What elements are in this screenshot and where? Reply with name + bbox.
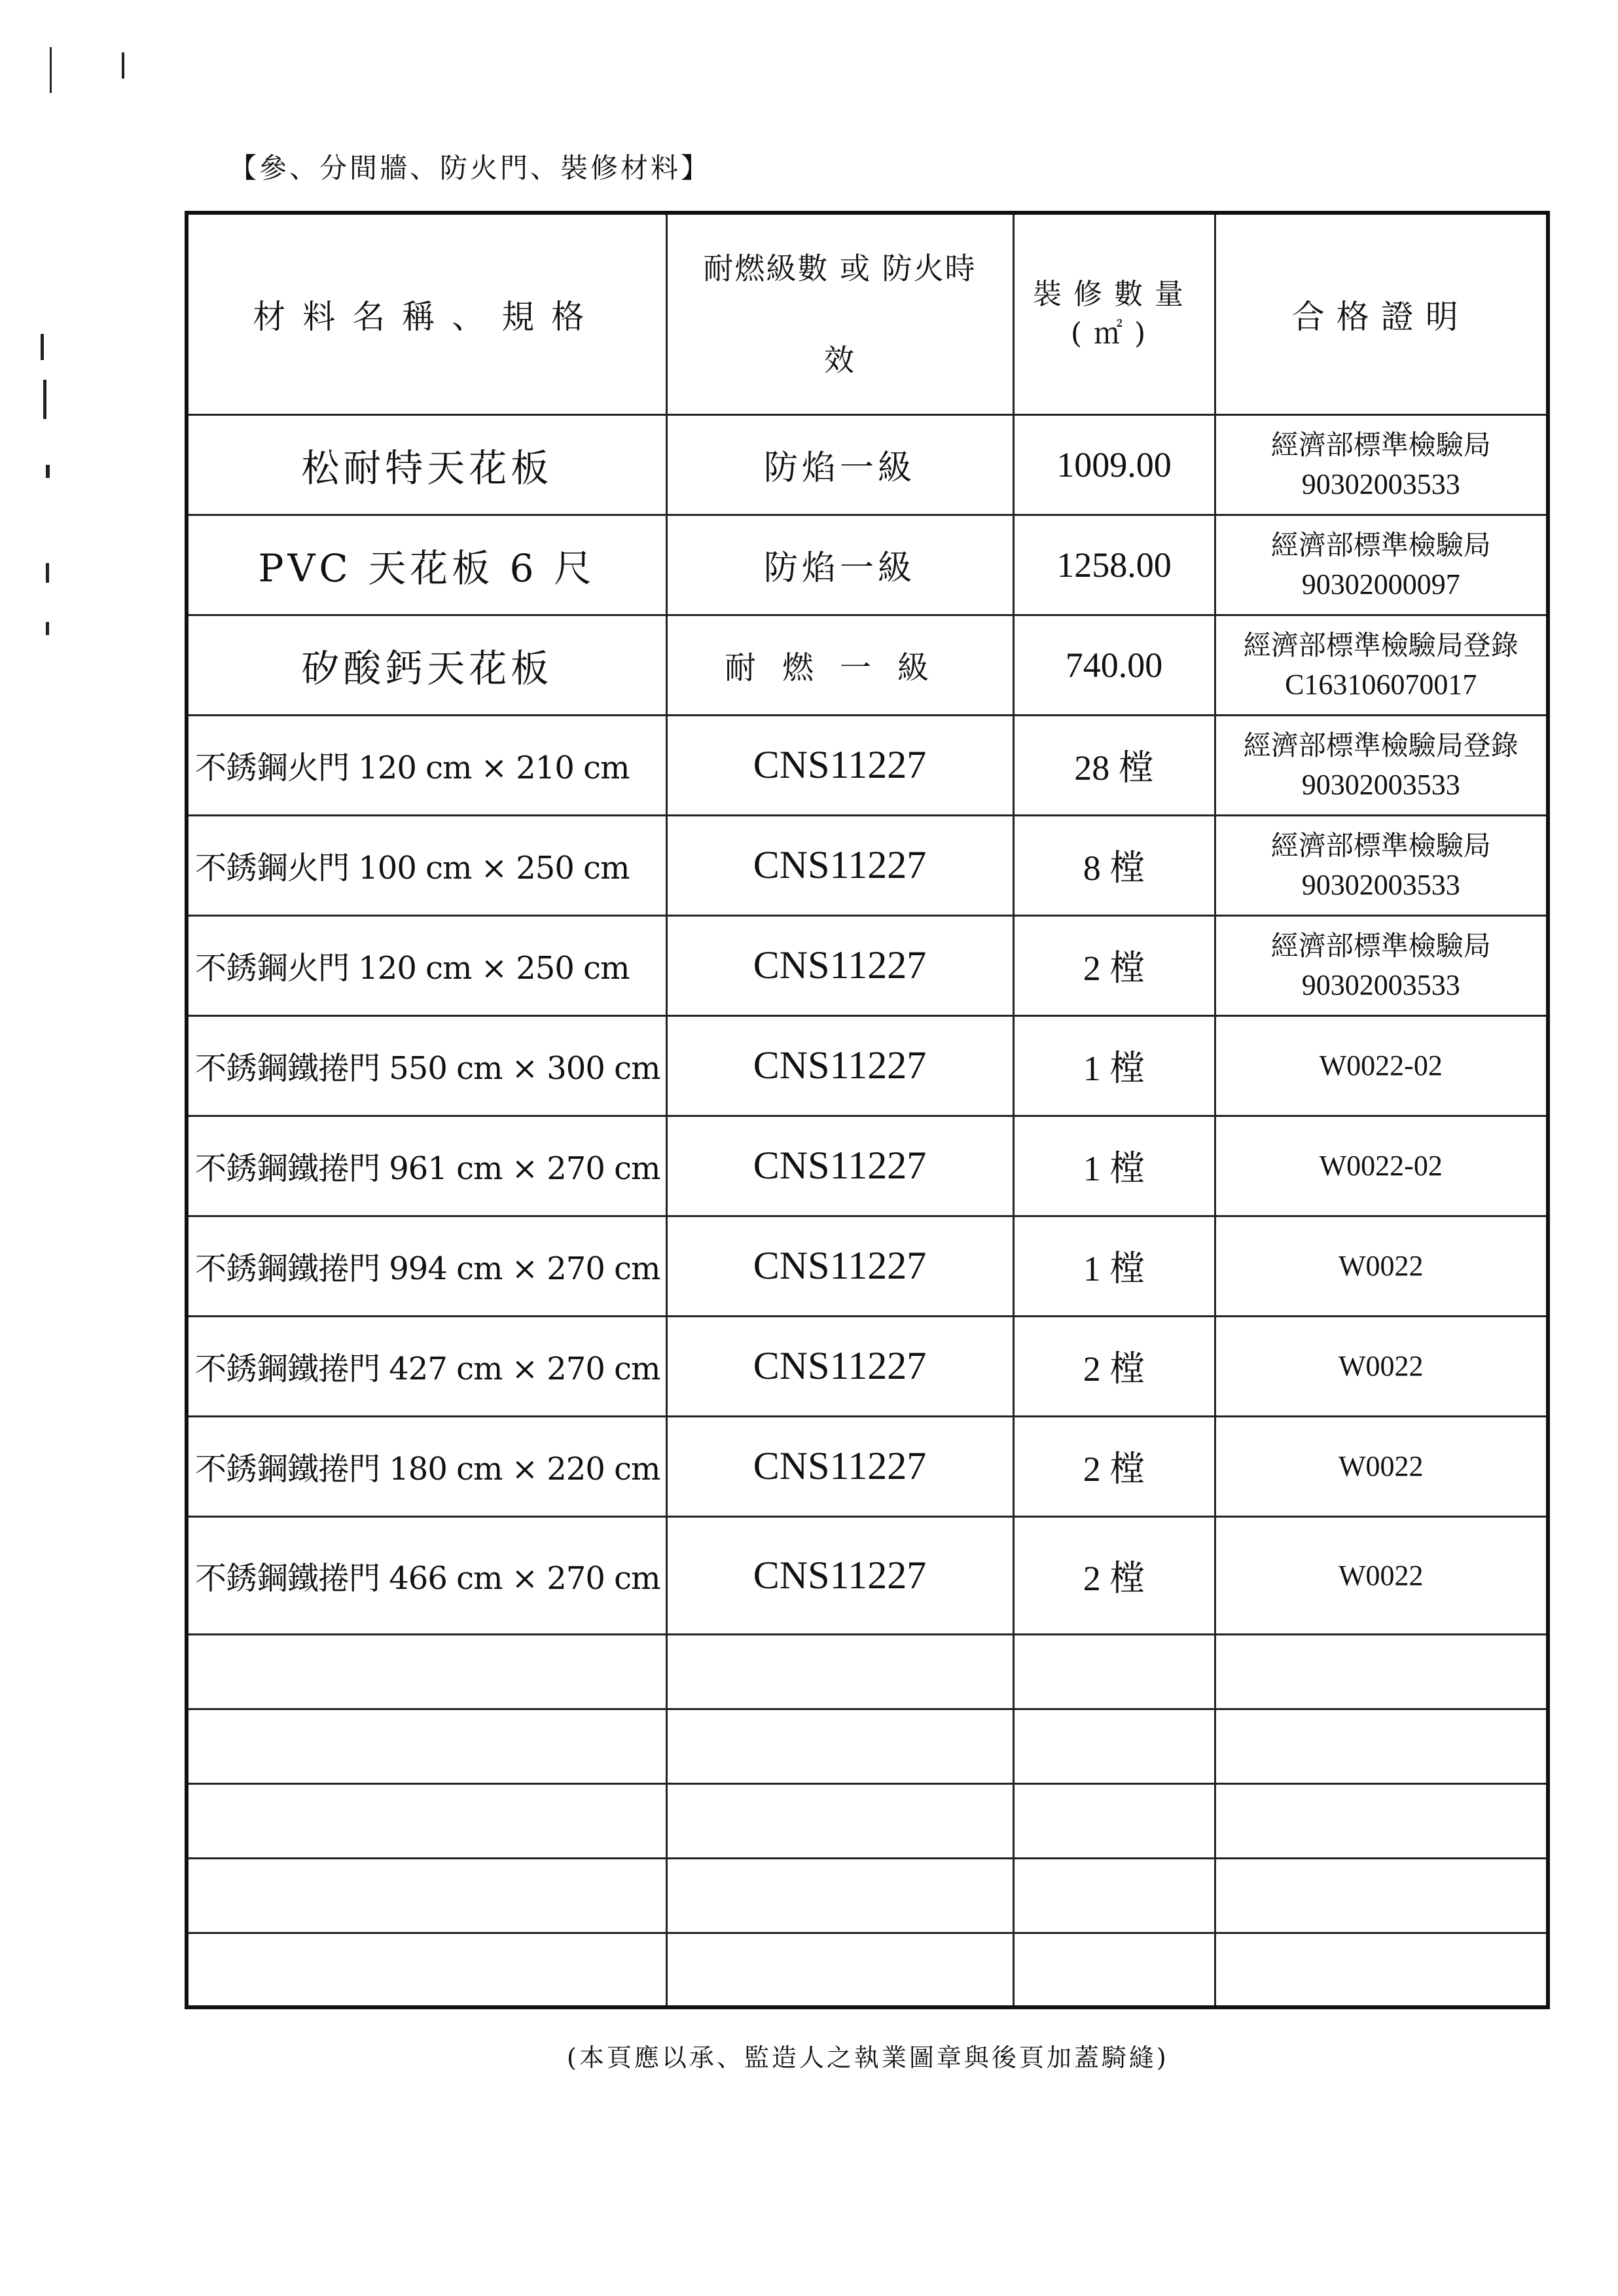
certificate: [1215, 515, 1548, 615]
material-name: 不銹鋼鐵捲門 466 cm × 270 cm: [187, 1516, 666, 1634]
empty-cell: [666, 1933, 1013, 2007]
material-name: 松耐特天花板: [187, 414, 666, 515]
header-fire-rating-line1: 耐燃級數 或 防火時: [703, 250, 977, 286]
quantity: 740.00: [1013, 615, 1215, 715]
materials-table: [185, 211, 1550, 2009]
material-name: 不銹鋼鐵捲門 550 cm × 300 cm: [187, 1015, 666, 1116]
certificate-code: W0022: [1215, 1416, 1548, 1516]
certificate-code: W0022-02: [1215, 1116, 1548, 1216]
fire-rating: CNS11227: [666, 1216, 1013, 1316]
empty-cell: [1215, 1933, 1548, 2007]
empty-cell: [187, 1858, 666, 1933]
material-name: 不銹鋼鐵捲門 961 cm × 270 cm: [187, 1116, 666, 1216]
table-row: [187, 1516, 1548, 1634]
fire-rating: CNS11227: [666, 1316, 1013, 1416]
header-quantity: [1013, 213, 1215, 414]
certificate-org: 經濟部標準檢驗局: [1270, 528, 1491, 561]
certificate-code: W0022: [1215, 1316, 1548, 1416]
scan-artifact: [46, 465, 50, 478]
empty-cell: [1013, 1783, 1215, 1858]
header-quantity-line1: 裝修數量: [1033, 277, 1195, 311]
empty-table-row: [187, 1709, 1548, 1783]
table-row: [187, 1416, 1548, 1516]
empty-cell: [666, 1634, 1013, 1709]
material-name: 不銹鋼火門 120 cm × 210 cm: [187, 715, 666, 815]
table-header-row: [187, 213, 1548, 414]
footer-note: (本頁應以承、監造人之執業圖章與後頁加蓋騎縫): [567, 2043, 1169, 2072]
fire-rating: CNS11227: [666, 1516, 1013, 1634]
certificate: [1215, 715, 1548, 815]
quantity: 1 樘: [1013, 1116, 1215, 1216]
material-name: 不銹鋼鐵捲門 427 cm × 270 cm: [187, 1316, 666, 1416]
certificate-number: 90302003533: [1301, 868, 1460, 901]
certificate-org: 經濟部標準檢驗局: [1270, 929, 1491, 962]
empty-table-row: [187, 1933, 1548, 2007]
scan-artifact: [46, 563, 49, 583]
quantity: 28 樘: [1013, 715, 1215, 815]
empty-cell: [666, 1858, 1013, 1933]
table-row: [187, 515, 1548, 615]
quantity: 1258.00: [1013, 515, 1215, 615]
certificate-code: W0022: [1215, 1216, 1548, 1316]
fire-rating: CNS11227: [666, 915, 1013, 1015]
empty-cell: [187, 1783, 666, 1858]
quantity: 2 樘: [1013, 1316, 1215, 1416]
material-name: 不銹鋼火門 120 cm × 250 cm: [187, 915, 666, 1015]
empty-cell: [1013, 1858, 1215, 1933]
quantity: 8 樘: [1013, 815, 1215, 915]
quantity: 2 樘: [1013, 1516, 1215, 1634]
fire-rating: 防焰一級: [666, 414, 1013, 515]
quantity: 1009.00: [1013, 414, 1215, 515]
empty-cell: [1215, 1783, 1548, 1858]
scan-artifact: [122, 52, 124, 79]
certificate-number: 90302003533: [1301, 467, 1460, 500]
empty-cell: [1215, 1634, 1548, 1709]
header-fire-rating: [666, 213, 1013, 414]
certificate: [1215, 915, 1548, 1015]
table-row: [187, 1116, 1548, 1216]
material-name: 不銹鋼火門 100 cm × 250 cm: [187, 815, 666, 915]
certificate-code: W0022: [1215, 1516, 1548, 1634]
empty-cell: [187, 1933, 666, 2007]
certificate: [1215, 414, 1548, 515]
empty-cell: [1215, 1858, 1548, 1933]
empty-cell: [666, 1783, 1013, 1858]
table-row: [187, 1216, 1548, 1316]
fire-rating: CNS11227: [666, 1116, 1013, 1216]
empty-cell: [1013, 1709, 1215, 1783]
certificate-number: 90302003533: [1301, 768, 1460, 801]
table-row: [187, 1015, 1548, 1116]
material-name: 矽酸鈣天花板: [187, 615, 666, 715]
scan-artifact: [43, 380, 46, 419]
certificate-number: C163106070017: [1285, 668, 1477, 701]
table-row: [187, 1316, 1548, 1416]
certificate: [1215, 815, 1548, 915]
empty-cell: [187, 1709, 666, 1783]
scan-artifact: [41, 334, 44, 360]
header-material-name: 材料名稱、規格: [187, 213, 666, 414]
certificate-org: 經濟部標準檢驗局登錄: [1243, 629, 1519, 661]
certificate: [1215, 615, 1548, 715]
certificate-number: 90302000097: [1301, 568, 1460, 600]
material-name: 不銹鋼鐵捲門 180 cm × 220 cm: [187, 1416, 666, 1516]
header-fire-rating-line2: 效: [824, 342, 855, 378]
empty-cell: [1013, 1634, 1215, 1709]
empty-table-row: [187, 1783, 1548, 1858]
header-quantity-unit: (㎡): [1070, 316, 1158, 350]
empty-cell: [1013, 1933, 1215, 2007]
certificate-org: 經濟部標準檢驗局: [1270, 428, 1491, 461]
fire-rating: 耐燃一級: [666, 615, 1013, 715]
material-name: PVC 天花板 6 尺: [187, 515, 666, 615]
fire-rating: CNS11227: [666, 1416, 1013, 1516]
certificate-number: 90302003533: [1301, 968, 1460, 1001]
fire-rating: CNS11227: [666, 815, 1013, 915]
empty-table-row: [187, 1634, 1548, 1709]
section-title: 【參、分間牆、防火門、裝修材料】: [229, 152, 711, 184]
header-certificate: 合格證明: [1215, 213, 1548, 414]
quantity: 2 樘: [1013, 1416, 1215, 1516]
empty-table-row: [187, 1858, 1548, 1933]
fire-rating: 防焰一級: [666, 515, 1013, 615]
certificate-org: 經濟部標準檢驗局: [1270, 829, 1491, 862]
quantity: 2 樘: [1013, 915, 1215, 1015]
fire-rating: CNS11227: [666, 715, 1013, 815]
scan-artifact: [50, 47, 52, 93]
fire-rating: CNS11227: [666, 1015, 1013, 1116]
empty-cell: [187, 1634, 666, 1709]
table-row: [187, 615, 1548, 715]
certificate-org: 經濟部標準檢驗局登錄: [1243, 729, 1519, 761]
scan-artifact: [46, 622, 49, 635]
empty-cell: [666, 1709, 1013, 1783]
table-row: [187, 915, 1548, 1015]
certificate-code: W0022-02: [1215, 1015, 1548, 1116]
quantity: 1 樘: [1013, 1015, 1215, 1116]
table-row: [187, 414, 1548, 515]
table-row: [187, 815, 1548, 915]
table-row: [187, 715, 1548, 815]
empty-cell: [1215, 1709, 1548, 1783]
material-name: 不銹鋼鐵捲門 994 cm × 270 cm: [187, 1216, 666, 1316]
quantity: 1 樘: [1013, 1216, 1215, 1316]
